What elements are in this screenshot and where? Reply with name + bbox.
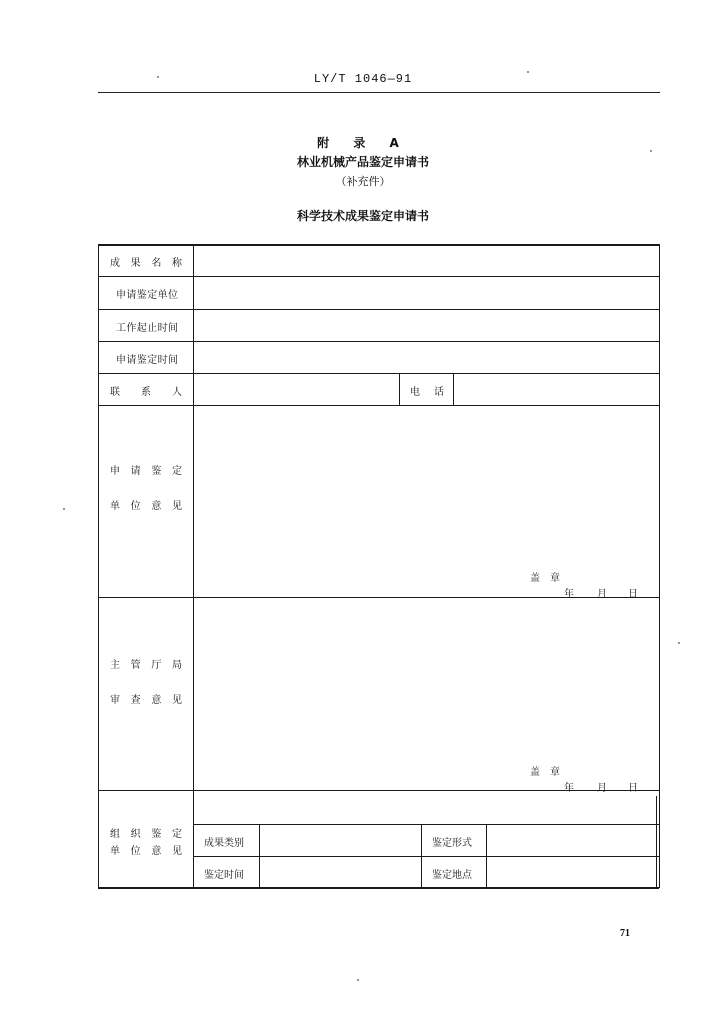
applicant-opinion-line2: 单 位 意 见 bbox=[110, 501, 182, 512]
organizer-opinion-line1: 组 织 鉴 定 bbox=[110, 829, 182, 840]
header-rule bbox=[98, 92, 660, 93]
row-divider bbox=[98, 597, 660, 598]
form-title: 科学技术成果鉴定申请书 bbox=[296, 209, 429, 223]
scan-speck bbox=[357, 979, 359, 981]
authority-opinion-line1: 主 管 厅 局 bbox=[110, 660, 182, 671]
standard-code: LY/T 1046—91 bbox=[313, 72, 413, 86]
appendix-heading: 附 录 A bbox=[317, 136, 409, 150]
scan-speck bbox=[157, 76, 159, 78]
applicant-opinion-line1: 申 请 鉴 定 bbox=[110, 466, 182, 477]
row-divider bbox=[98, 309, 660, 310]
table-bottom-border bbox=[98, 887, 659, 889]
applicant-unit-label: 申请鉴定单位 bbox=[116, 290, 178, 301]
phone-divider bbox=[453, 373, 454, 405]
seal-label: 盖 章 bbox=[530, 767, 560, 778]
row-divider bbox=[98, 276, 660, 277]
page-number: 71 bbox=[620, 928, 630, 939]
authority-opinion-line2: 审 查 意 见 bbox=[110, 695, 182, 706]
contact-divider bbox=[399, 373, 400, 405]
appraisal-place-label: 鉴定地点 bbox=[432, 870, 472, 881]
table-top-border bbox=[98, 244, 660, 246]
date-month: 月 bbox=[597, 589, 607, 600]
row-divider bbox=[193, 824, 659, 825]
scan-speck bbox=[63, 508, 65, 510]
inner-right-border bbox=[656, 796, 657, 888]
work-period-label: 工作起止时间 bbox=[116, 323, 178, 334]
scan-speck bbox=[678, 642, 680, 644]
phone-label: 电 话 bbox=[410, 387, 444, 398]
date-year: 年 bbox=[564, 589, 574, 600]
contact-person-label: 联 系 人 bbox=[110, 387, 182, 398]
appraisal-time-label: 鉴定时间 bbox=[204, 870, 244, 881]
achievement-type-label: 成果类别 bbox=[204, 838, 244, 849]
supplement-note: （补充件） bbox=[335, 175, 391, 188]
apply-time-label: 申请鉴定时间 bbox=[116, 355, 178, 366]
date-day: 日 bbox=[628, 783, 638, 794]
subtable-divider bbox=[259, 824, 260, 888]
seal-label: 盖 章 bbox=[530, 573, 560, 584]
document-title: 林业机械产品鉴定申请书 bbox=[296, 155, 429, 169]
appraisal-form-label: 鉴定形式 bbox=[432, 838, 472, 849]
row-divider bbox=[98, 341, 660, 342]
row-divider bbox=[98, 405, 660, 406]
date-month: 月 bbox=[597, 783, 607, 794]
row-divider bbox=[98, 373, 660, 374]
subtable-divider bbox=[486, 824, 487, 888]
row-divider bbox=[98, 790, 660, 791]
subtable-divider bbox=[421, 824, 422, 888]
date-year: 年 bbox=[564, 783, 574, 794]
row-divider bbox=[193, 856, 659, 857]
organizer-opinion-line2: 单 位 意 见 bbox=[110, 846, 182, 857]
achievement-name-label: 成 果 名 称 bbox=[110, 258, 182, 269]
scan-speck bbox=[650, 150, 652, 152]
scan-speck bbox=[527, 71, 529, 73]
date-day: 日 bbox=[628, 589, 638, 600]
